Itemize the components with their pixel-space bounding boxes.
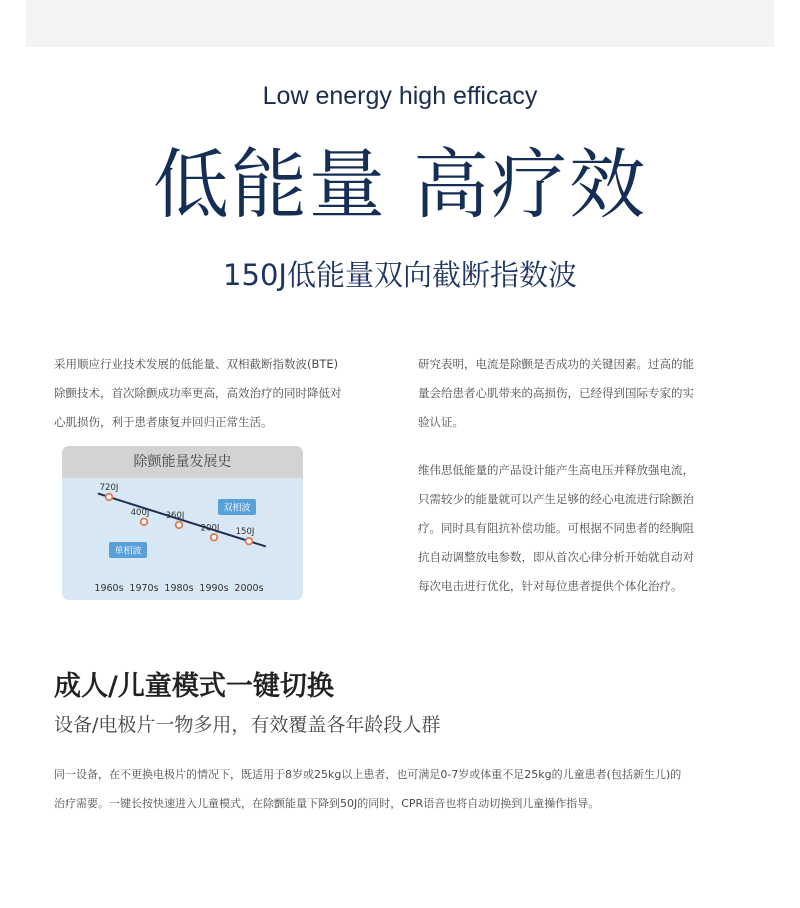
annotation-label: 单相波 [114, 546, 142, 557]
data-label: 150J [235, 527, 255, 538]
text-line: 量会给患者心肌带来的高损伤，已经得到国际专家的实 [418, 386, 694, 400]
text-line: 抗自动调整放电参数，即从首次心律分析开始就自动对 [418, 550, 694, 564]
text-line: 验认证。 [418, 415, 464, 429]
energy-history-chart [62, 446, 303, 600]
data-point [106, 494, 113, 501]
text-line: 研究表明，电流是除颤是否成功的关键因素。过高的能 [418, 357, 694, 371]
intro-right-paragraph-2 [418, 456, 694, 601]
x-tick-label: 1980s [164, 583, 194, 594]
data-label: 400J [130, 507, 150, 518]
sub-headline: 150J低能量双向截断指数波 [223, 258, 577, 292]
x-tick-label: 1990s [199, 583, 229, 594]
data-point [246, 538, 253, 545]
text-line: 每次电击进行优化，针对每位患者提供个体化治疗。 [418, 579, 683, 593]
intro-right-paragraph-1 [418, 350, 694, 437]
text-line: 疗。同时具有阻抗补偿功能。可根据不同患者的经胸阻 [418, 521, 694, 535]
text-line: 维伟思低能量的产品设计能产生高电压并释放强电流， [418, 463, 694, 477]
chart-title: 除颤能量发展史 [133, 454, 232, 470]
text-line: 心肌损伤，利于患者康复并回归正常生活。 [54, 415, 273, 429]
data-point [176, 522, 183, 529]
main-headline: 低能量 高疗效 [152, 140, 648, 229]
data-label: 200J [200, 523, 220, 534]
x-tick-label: 1970s [129, 583, 159, 594]
chart-plot [62, 446, 303, 600]
mode-section-title: 成人/儿童模式一键切换 [54, 671, 334, 702]
annotation-label: 双相波 [223, 503, 251, 514]
data-label: 360J [165, 510, 185, 521]
intro-left-paragraph [54, 350, 342, 437]
text-line: 除颤技术，首次除颤成功率更高，高效治疗的同时降低对 [54, 386, 342, 400]
data-point [211, 534, 218, 541]
mode-section-body [54, 760, 681, 818]
text-line: 同一设备，在不更换电极片的情况下，既适用于8岁或25kg以上患者，也可满足0-7岁或体重不足25kg的儿童患者(包括新生儿)的 [54, 768, 682, 781]
text-line: 只需较少的能量就可以产生足够的经心电流进行除颤治 [418, 492, 694, 506]
text-line: 治疗需要。一键长按快速进入儿童模式，在除颤能量下降到50J的同时，CPR语音也将自动切换到儿童操作指导。 [54, 797, 600, 810]
mode-section-subtitle: 设备/电极片一物多用，有效覆盖各年龄段人群 [54, 714, 441, 736]
top-banner-strip [26, 0, 774, 47]
text-line: 采用顺应行业技术发展的低能量、双相截断指数波(BTE) [54, 357, 339, 371]
data-point [141, 519, 148, 526]
english-tagline: Low energy high efficacy [262, 82, 538, 110]
x-tick-label: 1960s [94, 583, 124, 594]
data-label: 720J [99, 483, 119, 493]
x-tick-label: 2000s [234, 583, 264, 594]
